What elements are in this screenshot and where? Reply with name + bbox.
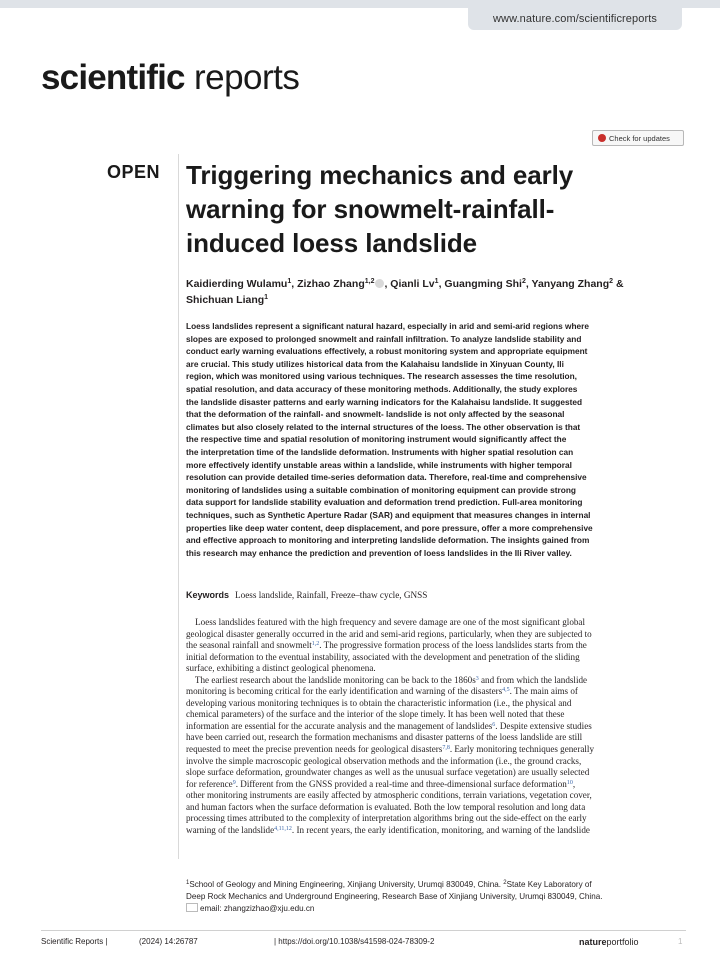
body-line xyxy=(186,756,684,768)
article-title xyxy=(186,158,666,260)
body-line xyxy=(186,732,684,744)
author-affiliation-ref[interactable]: 1 xyxy=(287,278,292,285)
body-text-run: other monitoring instruments are easily affected by atmospheric conditions, terrain variations, vegetation cover, xyxy=(186,790,592,801)
affiliation-number: 1 xyxy=(186,880,190,886)
check-for-updates-label: Check for updates xyxy=(609,134,670,143)
body-text-run: have been carried out, research the formation mechanisms and disaster patterns of the loess landslide are still xyxy=(186,732,583,743)
citation-ref[interactable]: 4,5 xyxy=(502,687,510,694)
body-text-run: and from which the landslide xyxy=(478,674,588,685)
body-line xyxy=(186,721,684,733)
open-access-label: OPEN xyxy=(107,162,161,182)
body-text-run: . Early monitoring techniques generally xyxy=(449,744,595,755)
abstract-line: properties like deep water content, deep displacement, and pore pressure, offer a more comprehensive xyxy=(186,522,593,533)
author-line-1 xyxy=(186,276,676,292)
top-bar xyxy=(0,0,720,8)
citation-ref[interactable]: 1,2 xyxy=(311,641,320,648)
abstract-line: this research may enhance the prediction and prevention of loess landslides in the Ili River valley. xyxy=(186,547,572,558)
abstract-line: and effective approach to monitoring and interpreting landslide deformation. The insights gained from xyxy=(186,535,590,546)
body-text-run: initial deformation to the eventual instability, associated with the development and penetration of the sliding xyxy=(186,651,580,662)
keywords-list: Loess landslide, Rainfall, Freeze–thaw cycle, GNSS xyxy=(235,590,428,600)
abstract-line: monitoring of landslides using a suitable combination of monitoring equipment can provide strong xyxy=(186,484,576,495)
abstract-line: data support for landslide stability evaluation and deformation trend prediction. Full-area monitoring xyxy=(186,497,583,508)
title-line: induced loess landslide xyxy=(186,228,477,258)
body-text-run: developing various monitoring techniques is to obtain the characteristic information (i.e., the physical and xyxy=(186,697,572,708)
abstract-line: slopes are exposed to prolonged snowmelt and rainfall infiltration. To analyze landslide stability and xyxy=(186,333,582,344)
citation-ref[interactable]: 10 xyxy=(566,779,573,786)
body-text-run: involve the simple macroscopic geological observation methods and the information (i.e., the ground cracks, xyxy=(186,755,582,766)
update-badge-icon xyxy=(598,134,606,142)
body-text-run: The earliest research about the landslide monitoring can be back to the 1860s xyxy=(186,674,476,685)
body-line xyxy=(186,640,684,652)
keywords xyxy=(186,589,427,601)
citation-ref[interactable]: 3 xyxy=(475,675,479,682)
body-text-run: requested to meet the precise prevention needs for geological disasters xyxy=(186,744,443,755)
corresponding-email[interactable]: email: zhangzizhao@xju.edu.cn xyxy=(200,904,315,913)
body-text-run: , xyxy=(572,778,576,789)
body-text-run: processing times attributed to the complexity of interpretation algorithms bring out the side-effect on the early xyxy=(186,813,587,824)
body-text-run: Loess landslides featured with the high frequency and severe damage are one of the most significant global xyxy=(186,617,585,627)
footer-divider xyxy=(41,930,686,931)
abstract-line: climates but also closely related to the internal structures of the loess. The other observation is that xyxy=(186,421,581,432)
body-text-run: monitoring is becoming critical for the early identification and warning of the disasters xyxy=(186,686,503,697)
abstract-line: the interpretation time of the landslide deformation. Instruments with higher spatial resolution can xyxy=(186,446,574,457)
abstract-line: techniques, such as Synthetic Aperture Radar (SAR) and equipment that measures changes in internal xyxy=(186,509,591,520)
body-line xyxy=(186,802,684,814)
citation-ref[interactable]: 9 xyxy=(232,779,236,786)
body-line xyxy=(186,652,684,664)
body-text-run: . Different from the GNSS provided a real-time and three-dimensional surface deformation xyxy=(235,778,567,789)
author-name[interactable]: , Guangming Shi xyxy=(438,278,522,290)
abstract-line: the respective time and spatial resolution of monitoring instrument would significantly affect the xyxy=(186,434,567,445)
journal-logo-bold: scientific xyxy=(41,58,185,97)
journal-logo[interactable] xyxy=(41,56,299,100)
affiliation-line xyxy=(186,903,684,915)
citation-ref[interactable]: 6 xyxy=(492,721,496,728)
column-divider xyxy=(178,154,179,859)
affiliation-text: State Key Laboratory of xyxy=(506,880,592,889)
affiliation-line: Deep Rock Mechanics and Underground Engineering, Research Base of Xinjiang University, Urumqi 830049, China. xyxy=(186,892,603,901)
author-affiliation-ref[interactable]: 2 xyxy=(609,278,614,285)
author-name[interactable]: , Zizhao Zhang xyxy=(291,278,365,290)
body-line xyxy=(186,825,684,837)
body-line xyxy=(186,767,684,779)
body-text-run: geological disaster generally occurred in the arid and semi-arid regions, particularly, when they are subjected to xyxy=(186,628,592,639)
body-line xyxy=(186,744,684,756)
footer-journal: Scientific Reports | xyxy=(41,937,108,946)
abstract-line: resolution can provide detailed time-series deformation data. Therefore, real-time and comprehensive xyxy=(186,472,587,483)
author-name[interactable]: , Yanyang Zhang xyxy=(525,278,610,290)
abstract-line: that the deformation of the rainfall- and snowmelt- landslide is not only affected by the seasonal xyxy=(186,409,565,420)
body-text-run: chemical parameters) of the surface and the interior of the slope timely. It has been well noted that these xyxy=(186,709,565,720)
abstract xyxy=(186,320,684,559)
body-text-run: warning of the landslide xyxy=(186,824,275,835)
page-number: 1 xyxy=(678,937,683,946)
abstract-line: are crucial. This study utilizes historical data from the Kalahaisu landslide in Xinyuan County, Ili xyxy=(186,358,564,369)
body-text-run: and human factors when the surface deformation is evaluated. Both the low temporal resolution and long data xyxy=(186,801,586,812)
body-line xyxy=(186,698,684,710)
body-text-run: for reference xyxy=(186,778,233,789)
body-text-run: slope surface deformation, groundwater changes as well as the unusual surface vegetation) are usually selected xyxy=(186,767,590,778)
author-name[interactable]: Kaidierding Wulamu xyxy=(186,278,288,290)
check-for-updates-button[interactable] xyxy=(592,130,684,146)
body-line xyxy=(186,663,684,675)
affiliation-number: 2 xyxy=(503,880,507,886)
author-list xyxy=(186,276,676,308)
publisher-bold: nature xyxy=(579,937,607,947)
affiliations xyxy=(186,879,684,915)
publisher-logo[interactable] xyxy=(579,936,639,948)
body-line xyxy=(186,675,684,687)
author-affiliation-ref[interactable]: 1 xyxy=(434,278,439,285)
body-text-run: . In recent years, the early identification, monitoring, and warning of the landslide xyxy=(291,824,590,835)
envelope-icon xyxy=(186,903,198,912)
author-affiliation-ref[interactable]: 1,2 xyxy=(364,278,375,285)
body-text-run: . The progressive formation process of the loess landslides starts from the xyxy=(319,640,587,651)
abstract-line: the landslide disaster patterns and early warning indicators for the Kalahaisu landslide. It suggested xyxy=(186,396,583,407)
body-line xyxy=(186,686,684,698)
title-line: warning for snowmelt-rainfall- xyxy=(186,194,555,224)
affiliation-text: School of Geology and Mining Engineering, Xinjiang University, Urumqi 830049, China. xyxy=(189,880,504,889)
body-line xyxy=(186,813,684,825)
footer-volume: (2024) 14:26787 xyxy=(139,937,198,946)
author-name[interactable]: Shichuan Liang xyxy=(186,294,265,306)
abstract-line: region, which was monitored using various techniques. The research assesses the time resolution, xyxy=(186,371,577,382)
title-line: Triggering mechanics and early xyxy=(186,160,574,190)
author-name[interactable]: , Qianli Lv xyxy=(384,278,435,290)
journal-logo-light: reports xyxy=(193,58,300,97)
body-text xyxy=(186,617,684,836)
abstract-line: more effectively identify unstable areas within a landslide, while instruments with higher temporal xyxy=(186,459,572,470)
footer-doi-link[interactable]: | https://doi.org/10.1038/s41598-024-78309-2 xyxy=(274,937,435,946)
body-line xyxy=(186,790,684,802)
affiliation-line xyxy=(186,879,684,891)
citation-ref[interactable]: 4,11,12 xyxy=(274,825,292,832)
body-line xyxy=(186,629,684,641)
journal-url[interactable]: www.nature.com/scientificreports xyxy=(468,8,682,30)
author-affiliation-ref[interactable]: 2 xyxy=(521,278,526,285)
body-text-run: the seasonal rainfall and snowmelt xyxy=(186,640,312,651)
abstract-line: conduct early warning evaluations effectively, a robust monitoring system and appropriate equipment xyxy=(186,346,588,357)
abstract-line: Loess landslides represent a significant natural hazard, especially in arid and semi-arid regions where xyxy=(186,321,589,331)
body-line xyxy=(186,779,684,791)
body-text-run: . The main aims of xyxy=(509,686,578,697)
author-line-2 xyxy=(186,292,676,308)
author-separator: & xyxy=(613,278,624,290)
keywords-label: Keywords xyxy=(186,590,230,600)
citation-ref[interactable]: 7,8 xyxy=(442,745,450,752)
author-affiliation-ref[interactable]: 1 xyxy=(264,294,269,301)
body-text-run: information are essential for the accurate analysis and the management of landslides xyxy=(186,720,493,731)
abstract-line: spatial resolution, and data accuracy of these monitoring methods. Additionally, the study explores xyxy=(186,383,578,394)
body-line xyxy=(186,617,684,629)
body-text-run: surface, exhibiting a distinct geological phenomena. xyxy=(186,663,376,674)
body-line xyxy=(186,709,684,721)
publisher-light: portfolio xyxy=(606,937,639,947)
body-text-run: . Despite extensive studies xyxy=(495,720,592,731)
